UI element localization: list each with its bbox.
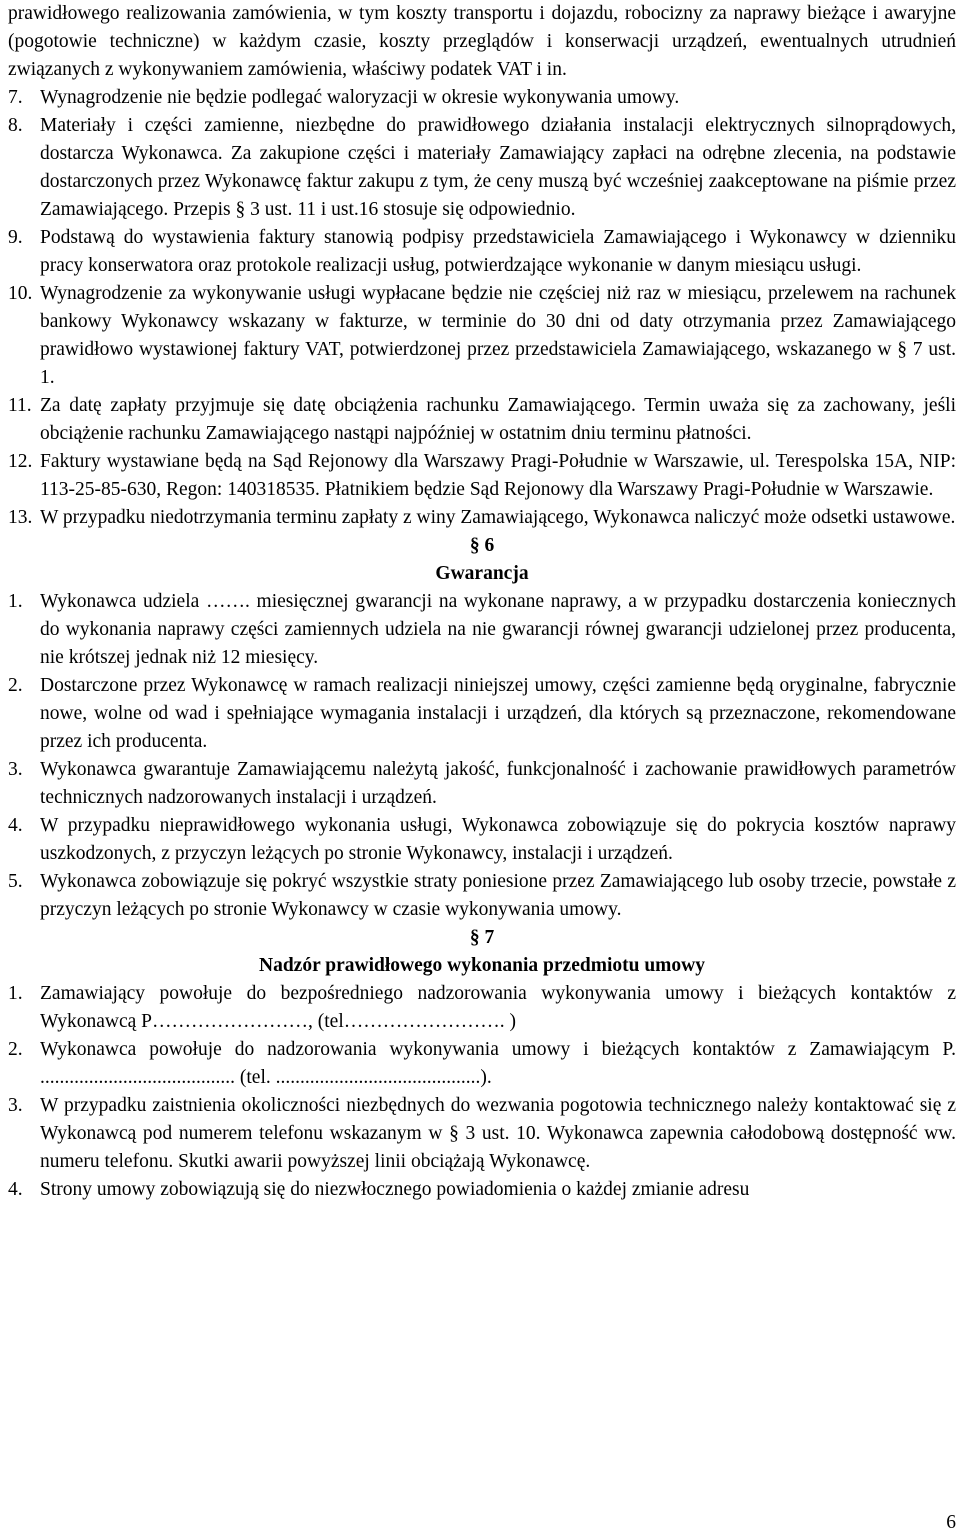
item-number: 1. [8, 591, 23, 612]
list-item [8, 112, 956, 224]
item-text: Faktury wystawiane będą na Sąd Rejonowy dla Warszawy Pragi-Południe w Warszawie, ul. Terespolska 15A, NIP: 113-25-85-630, Regon: 140318535. Płatnikiem będzie Sąd Rejonowy dla Warszawy Pragi-Południe w Warszawie. [40, 451, 956, 500]
item-number: 4. [8, 815, 23, 836]
list-item [8, 504, 956, 532]
item-number: 8. [8, 115, 23, 136]
warranty-items-list [8, 588, 956, 924]
list-item [8, 392, 956, 448]
item-text: Wykonawca udziela ……. miesięcznej gwarancji na wykonane naprawy, a w przypadku dostarczenia koniecznych do wykonania naprawy części zamiennych udziela na nie gwarancji równej gwarancji udzielonej przez producenta, nie krótszej jednak niż 12 miesięcy. [40, 591, 956, 668]
item-text: Za datę zapłaty przyjmuje się datę obciążenia rachunku Zamawiającego. Termin uważa się za zachowany, jeśli obciążenie rachunku Zamawiającego nastąpi najpóźniej w ostatnim dniu terminu płatności. [40, 395, 956, 444]
section-7-title: Nadzór prawidłowego wykonania przedmiotu umowy [259, 955, 705, 976]
list-item [8, 756, 956, 812]
list-item [8, 84, 956, 112]
item-number: 10. [8, 283, 33, 304]
item-number: 1. [8, 983, 23, 1004]
page-number: 6 [946, 1512, 956, 1533]
payment-items-list [8, 84, 956, 532]
supervision-items-list [8, 980, 956, 1204]
section-6-symbol: § 6 [469, 535, 495, 556]
item-text: Materiały i części zamienne, niezbędne do prawidłowego działania instalacji elektrycznych silnoprądowych, dostarcza Wykonawca. Za zakupione części i materiały Zamawiający zapłaci na odrębne zlecenia, na podstawie dostarczonych przez Wykonawcę faktur zakupu z tym, że ceny muszą być wcześniej zaakceptowane na piśmie przez Zamawiającego. Przepis § 3 ust. 11 i ust.16 stosuje się odpowiednio. [40, 115, 956, 220]
item-number: 5. [8, 871, 23, 892]
list-item [8, 280, 956, 392]
item-text: Wynagrodzenie nie będzie podlegać waloryzacji w okresie wykonywania umowy. [40, 87, 680, 108]
document-body [8, 0, 956, 1204]
item-text: Wykonawca gwarantuje Zamawiającemu należytą jakość, funkcjonalność i zachowanie prawidłowych parametrów technicznych nadzorowanych instalacji i urządzeń. [40, 759, 956, 808]
item-number: 9. [8, 227, 23, 248]
list-item [8, 1092, 956, 1176]
item-number: 12. [8, 451, 33, 472]
list-item [8, 588, 956, 672]
section-6-title: Gwarancja [435, 563, 529, 584]
item-text: Wynagrodzenie za wykonywanie usługi wypłacane będzie nie częściej niż raz w miesiącu, przelewem na rachunek bankowy Wykonawcy wskazany w fakturze, w terminie do 30 dni od daty otrzymania przez Zamawiającego prawidłowo wystawionej faktury VAT, potwierdzonej przez przedstawiciela Zamawiającego, wskazanego w § 7 ust. 1. [40, 283, 956, 388]
item-number: 3. [8, 759, 23, 780]
list-item [8, 1036, 956, 1092]
item-number: 4. [8, 1179, 23, 1200]
item-text: W przypadku niedotrzymania terminu zapłaty z winy Zamawiającego, Wykonawca naliczyć może odsetki ustawowe. [40, 507, 956, 528]
list-item [8, 980, 956, 1036]
list-item [8, 672, 956, 756]
item-text: Podstawą do wystawienia faktury stanowią podpisy przedstawiciela Zamawiającego i Wykonawcy w dzienniku pracy konserwatora oraz protokole realizacji usług, potwierdzające wykonanie w danym miesiącu usługi. [40, 227, 956, 276]
item-number: 11. [8, 395, 32, 416]
item-text: Zamawiający powołuje do bezpośredniego nadzorowania wykonywania umowy i bieżących kontaktów z Wykonawcą P……………………, (tel……………………. ) [40, 983, 956, 1032]
item-text: W przypadku nieprawidłowego wykonania usługi, Wykonawca zobowiązuje się do pokrycia kosztów naprawy uszkodzonych, z przyczyn leżących po stronie Wykonawcy, instalacji i urządzeń. [40, 815, 956, 864]
item-number: 2. [8, 1039, 23, 1060]
item-text: Dostarczone przez Wykonawcę w ramach realizacji niniejszej umowy, części zamienne będą oryginalne, fabrycznie nowe, wolne od wad i spełniające wymagania instalacji i urządzeń, dla których są przeznaczone, rekomendowane przez ich producenta. [40, 675, 956, 752]
item-text: Strony umowy zobowiązują się do niezwłocznego powiadomienia o każdej zmianie adresu [40, 1179, 750, 1200]
item-number: 13. [8, 507, 33, 528]
list-item [8, 224, 956, 280]
item-text: Wykonawca zobowiązuje się pokryć wszystkie straty poniesione przez Zamawiającego lub osoby trzecie, powstałe z przyczyn leżących po stronie Wykonawcy w czasie wykonywania umowy. [40, 871, 956, 920]
item-text: W przypadku zaistnienia okoliczności niezbędnych do wezwania pogotowia technicznego należy kontaktować się z Wykonawcą pod numerem telefonu wskazanym w § 3 ust. 10. Wykonawca zapewnia całodobową dostępność ww. numeru telefonu. Skutki awarii powyższej linii obciążają Wykonawcę. [40, 1095, 956, 1172]
item-number: 7. [8, 87, 23, 108]
item-text: Wykonawca powołuje do nadzorowania wykonywania umowy i bieżących kontaktów z Zamawiającym P. ........................................ (tel. ..........................................). [40, 1039, 956, 1088]
list-item [8, 868, 956, 924]
intro-paragraph: prawidłowego realizowania zamówienia, w tym koszty transportu i dojazdu, robocizny za naprawy bieżące i awaryjne (pogotowie techniczne) w każdym czasie, koszty przeglądów i konserwacji urządzeń, ewentualnych utrudnień związanych z wykonywaniem zamówienia, właściwy podatek VAT i in. [8, 3, 956, 80]
list-item [8, 448, 956, 504]
list-item [8, 812, 956, 868]
section-7-symbol: § 7 [469, 927, 495, 948]
list-item [8, 1176, 956, 1204]
item-number: 2. [8, 675, 23, 696]
item-number: 3. [8, 1095, 23, 1116]
